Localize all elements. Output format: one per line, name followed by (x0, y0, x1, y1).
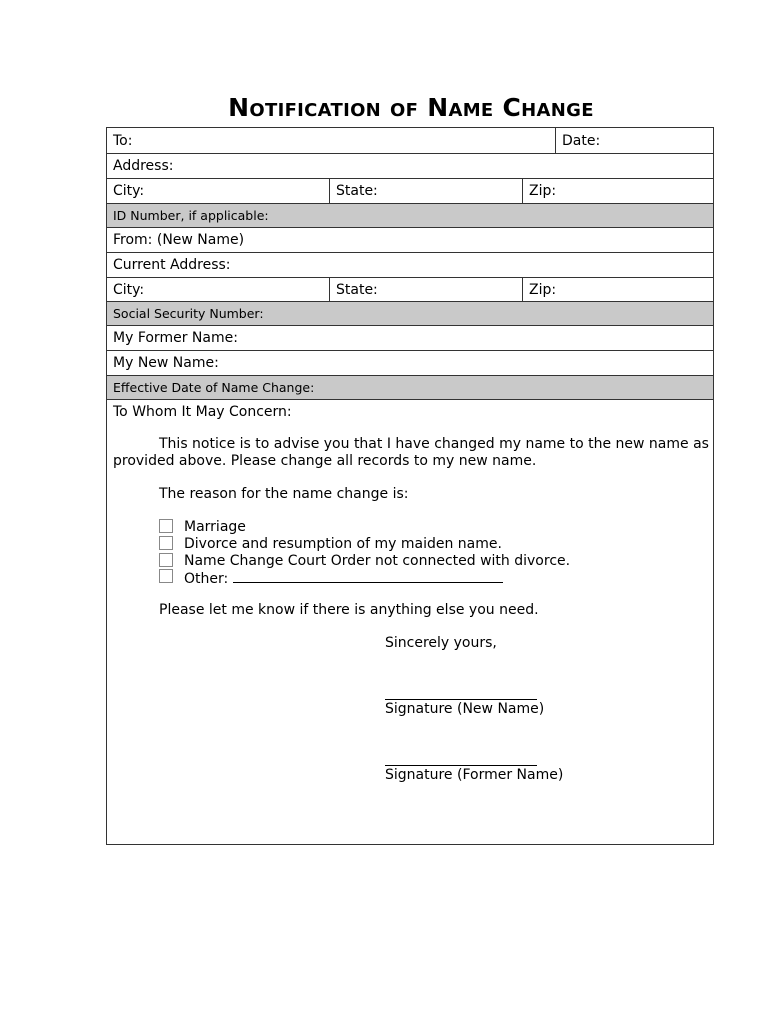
signature-former-line[interactable] (385, 765, 537, 766)
address-label: Address: (113, 158, 174, 174)
new-name-field[interactable] (107, 351, 713, 375)
effective-date-label: Effective Date of Name Change: (113, 380, 315, 395)
effective-date-field[interactable] (107, 376, 713, 399)
sender-zip-field[interactable] (522, 278, 713, 301)
city-label: City: (113, 281, 145, 298)
address-row (107, 154, 713, 179)
signature-new-label: Signature (New Name) (385, 701, 545, 717)
zip-label: Zip: (529, 183, 557, 199)
reason-other-label: Other: (184, 571, 229, 587)
notice-paragraph: This notice is to advise you that I have changed my name to the new name as provided above. Please change all records to my new name. (113, 436, 709, 469)
state-label: State: (336, 281, 378, 298)
to-date-row (107, 128, 713, 154)
recipient-state-field[interactable] (329, 179, 522, 203)
recipient-city-row (107, 179, 713, 204)
current-address-field[interactable] (107, 253, 713, 277)
name-change-form (106, 127, 714, 845)
former-name-field[interactable] (107, 326, 713, 350)
date-label: Date: (562, 132, 601, 149)
document-title: Notification of Name Change (228, 93, 594, 122)
ssn-row (107, 302, 713, 326)
court-order-checkbox[interactable] (159, 553, 173, 567)
from-field[interactable] (107, 228, 713, 252)
city-label: City: (113, 183, 145, 199)
address-field[interactable] (107, 154, 713, 178)
signature-former-label: Signature (Former Name) (385, 767, 564, 783)
to-field[interactable] (107, 128, 555, 153)
reason-court-order: Name Change Court Order not connected with divorce. (184, 553, 571, 569)
reason-marriage: Marriage (184, 519, 246, 535)
state-label: State: (336, 183, 378, 199)
former-name-label: My Former Name: (113, 330, 238, 346)
other-checkbox[interactable] (159, 569, 173, 583)
ssn-label: Social Security Number: (113, 306, 264, 321)
effective-date-row (107, 376, 713, 400)
from-row (107, 228, 713, 253)
reason-intro: The reason for the name change is: (159, 486, 409, 502)
closing: Sincerely yours, (385, 635, 497, 651)
ssn-field[interactable] (107, 302, 713, 325)
reason-other (184, 569, 503, 588)
divorce-checkbox[interactable] (159, 536, 173, 550)
closing-request: Please let me know if there is anything else you need. (159, 602, 539, 618)
to-label: To: (113, 132, 133, 149)
salutation: To Whom It May Concern: (113, 404, 292, 420)
new-name-label: My New Name: (113, 355, 219, 371)
recipient-city-field[interactable] (107, 179, 329, 203)
current-address-row (107, 253, 713, 278)
id-number-label: ID Number, if applicable: (113, 208, 269, 223)
recipient-zip-field[interactable] (522, 179, 713, 203)
new-name-row (107, 351, 713, 376)
id-number-field[interactable] (107, 204, 713, 227)
sender-city-field[interactable] (107, 278, 329, 301)
from-label: From: (New Name) (113, 232, 245, 248)
current-address-label: Current Address: (113, 257, 231, 273)
id-number-row (107, 204, 713, 228)
sender-state-field[interactable] (329, 278, 522, 301)
sender-city-row (107, 278, 713, 302)
former-name-row (107, 326, 713, 351)
date-field[interactable] (555, 128, 713, 153)
other-reason-blank[interactable] (233, 569, 503, 583)
reason-divorce: Divorce and resumption of my maiden name. (184, 536, 502, 552)
zip-label: Zip: (529, 281, 557, 298)
signature-new-line[interactable] (385, 699, 537, 700)
marriage-checkbox[interactable] (159, 519, 173, 533)
